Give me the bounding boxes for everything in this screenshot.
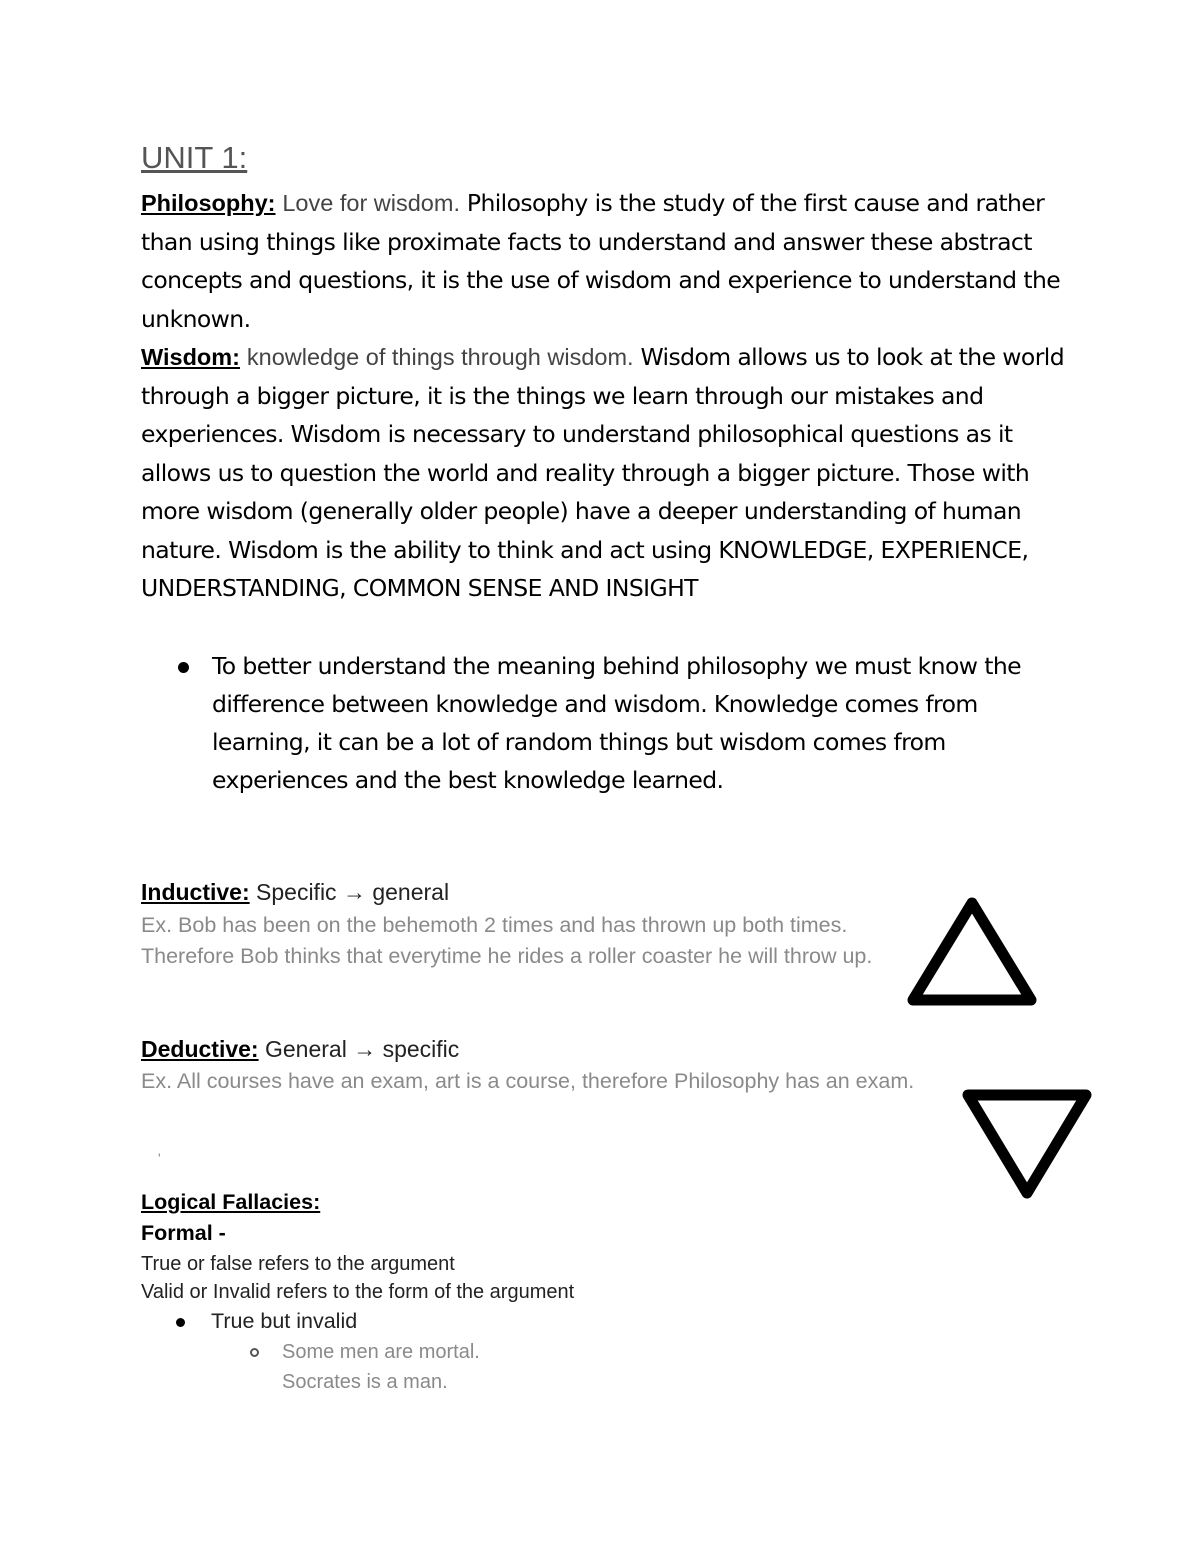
inductive-heading (141, 877, 449, 907)
formal-label: Formal - (141, 1221, 226, 1245)
wisdom-term: Wisdom: (141, 344, 241, 370)
inductive-example: Ex. Bob has been on the behemoth 2 times and has thrown up both times. Therefore Bob thinks that everytime he rides a roller coaster he will throw up. (141, 913, 873, 968)
hollow-bullet-icon (250, 1348, 259, 1357)
wisdom-paragraph (141, 338, 1071, 608)
deductive-value: General → specific (264, 1036, 460, 1062)
inductive-term: Inductive: (141, 879, 250, 905)
philosophy-definition: Love for wisdom. (282, 190, 460, 216)
fallacies-line-1: True or false refers to the argument (141, 1253, 455, 1275)
philosophy-term: Philosophy: (141, 190, 276, 216)
knowledge-bullet (178, 647, 1038, 799)
knowledge-bullet-text: To better understand the meaning behind philosophy we must know the difference between knowledge and wisdom. Knowledge comes from learning, it can be a lot of random things but wisdom comes from experiences and the best knowledge learned. (212, 652, 1021, 794)
inductive-value: Specific → general (256, 879, 450, 905)
true-but-invalid: True but invalid (211, 1309, 358, 1333)
wisdom-body: Wisdom allows us to look at the world through a bigger picture, it is the things we learn through our mistakes and experiences. Wisdom is necessary to understand philosophical questions as it allows us to question the world and reality through a bigger picture. Those with more wisdom (generally older people) have a deeper understanding of human nature. Wisdom is the ability to think and act using KNOWLEDGE, EXPERIENCE, UNDERSTANDING, COMMON SENSE AND INSIGHT (141, 343, 1065, 602)
unit-title: UNIT 1: (141, 140, 248, 175)
deductive-heading (141, 1034, 459, 1064)
philosophy-paragraph (141, 184, 1071, 338)
sub-line-2: Socrates is a man. (282, 1371, 448, 1393)
fallacies-heading: Logical Fallacies: (141, 1190, 321, 1214)
sub-line-1: Some men are mortal. (282, 1341, 480, 1363)
triangle-up-icon (905, 893, 1040, 1011)
fallacies-line-2: Valid or Invalid refers to the form of the argument (141, 1281, 575, 1303)
philosophy-body: Philosophy is the study of the first cause and rather than using things like proximate facts to understand and answer these abstract concepts and questions, it is the use of wisdom and experience to understand the unknown. (141, 189, 1061, 333)
stray-mark: ' (158, 1150, 161, 1166)
deductive-example: Ex. All courses have an exam, art is a course, therefore Philosophy has an exam. (141, 1069, 915, 1093)
deductive-term: Deductive: (141, 1036, 259, 1062)
bullet-icon (178, 662, 189, 673)
triangle-down-icon (958, 1085, 1096, 1205)
bullet-icon (176, 1318, 185, 1327)
wisdom-definition: knowledge of things through wisdom. (246, 344, 634, 370)
